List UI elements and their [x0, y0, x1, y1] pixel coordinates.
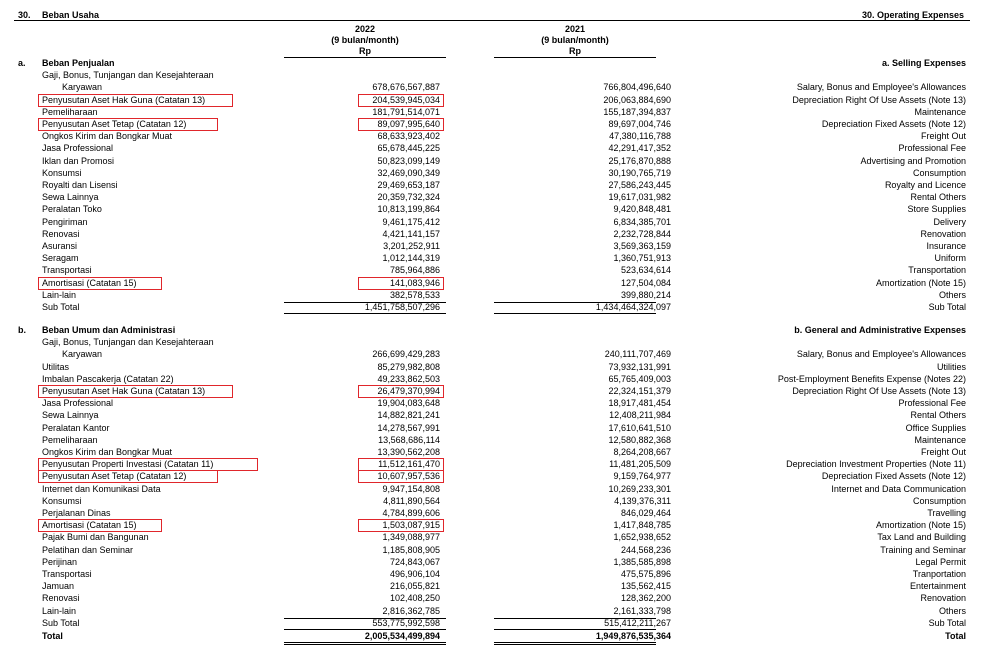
row-label-id: Jamuan [42, 581, 75, 592]
row-value-2022: 9,461,175,412 [382, 216, 440, 227]
row-label-id: Konsumsi [42, 495, 82, 506]
row-value-2022: 65,678,445,225 [377, 143, 440, 154]
total-2022: 2,005,534,499,894 [364, 631, 440, 641]
row-value-2021: 8,264,208,667 [613, 447, 671, 457]
row-value-2022: 32,469,090,349 [377, 167, 440, 178]
row-value-2021: 18,917,481,454 [608, 398, 671, 409]
highlight-box-label [38, 519, 162, 532]
row-label-en: Travelling [927, 508, 966, 518]
subtotal-2021: 515,412,211,267 [604, 617, 671, 628]
row-label-en: Delivery [933, 216, 966, 227]
row-label-id: Utilitas [42, 361, 70, 372]
row-value-2022: 29,469,653,187 [377, 180, 440, 190]
row-label-id: Penyusutan Properti Investasi (Catatan 11) [42, 459, 214, 470]
row-value-2022: 141,083,946 [389, 277, 440, 288]
highlight-box-value [358, 519, 444, 532]
row-value-2021: 6,834,385,701 [613, 216, 671, 227]
row-label-id: Penyusutan Aset Tetap (Catatan 12) [42, 471, 187, 482]
row-value-2022: 204,539,945,034 [372, 94, 440, 105]
row-value-2022: 1,349,088,977 [382, 532, 440, 543]
row-value-2022: 85,279,982,808 [377, 361, 440, 372]
row-label-en: Salary, Bonus and Employee's Allowances [796, 82, 966, 93]
row-label-en: Depreciation Right Of Use Assets (Note 13) [792, 94, 966, 105]
section-title-id: Beban Penjualan [42, 58, 115, 68]
row-label-id: Seragam [42, 253, 79, 264]
row-label-id: Pajak Bumi dan Bangunan [42, 532, 149, 543]
row-value-2021: 11,481,205,509 [609, 459, 671, 470]
row-label-en: Training and Seminar [880, 544, 966, 555]
row-value-2021: 135,562,415 [620, 581, 671, 592]
row-label-id: Internet dan Komunikasi Data [42, 483, 161, 494]
total-label-en: Total [945, 631, 966, 641]
row-value-2021: 240,111,707,469 [604, 349, 671, 360]
row-value-2021: 1,385,585,898 [613, 556, 671, 567]
row-label-en: Depreciation Investment Properties (Note 11) [786, 459, 966, 470]
row-value-2022: 1,012,144,319 [382, 253, 440, 264]
row-label-id: Amortisasi (Catatan 15) [42, 277, 137, 288]
row-value-2021: 1,652,938,652 [613, 532, 671, 543]
row-label-en: Salary, Bonus and Employee's Allowances [796, 349, 966, 360]
note-title-id: Beban Usaha [42, 10, 100, 20]
row-label-en: Rental Others [910, 410, 966, 421]
row-label-id: Lain-lain [42, 605, 77, 616]
row-label-en: Professional Fee [898, 398, 966, 409]
highlight-box-label [38, 470, 218, 483]
row-value-2021: 4,139,376,311 [614, 495, 671, 506]
highlight-box-value [358, 94, 444, 107]
col-2021-year: 2021 [564, 24, 586, 34]
col-2022-year: 2022 [354, 24, 376, 34]
row-value-2022: 26,479,370,994 [377, 386, 440, 396]
row-label-id: Imbalan Pascakerja (Catatan 22) [42, 373, 174, 384]
row-value-2021: 47,380,116,788 [609, 131, 671, 142]
row-label-id: Perijinan [42, 556, 78, 567]
row-label-id: Penyusutan Aset Hak Guna (Catatan 13) [42, 386, 206, 396]
highlight-box-label [38, 277, 162, 290]
row-value-2022: 2,816,362,785 [382, 605, 440, 616]
highlight-box-label [38, 94, 233, 107]
row-label-en: Freight Out [920, 447, 966, 457]
row-label-id: Asuransi [42, 241, 78, 251]
subtotal-rule-bottom-2021 [494, 629, 656, 630]
row-label-en: Royalty and Licence [884, 180, 966, 190]
row-label-line1: Gaji, Bonus, Tunjangan dan Kesejahteraan [42, 337, 214, 348]
subtotal-2022: 553,775,992,598 [372, 617, 440, 628]
row-label-id: Renovasi [42, 228, 80, 239]
row-label-id: Pelatihan dan Seminar [42, 544, 134, 555]
row-label-en: Maintenance [914, 106, 966, 117]
row-value-2022: 14,278,567,991 [377, 422, 440, 433]
row-label-en: Uniform [934, 253, 966, 264]
row-value-2022: 102,408,250 [389, 593, 440, 604]
col-2022-period: (9 bulan/month) [331, 35, 399, 45]
section-title-id: Beban Umum dan Administrasi [42, 325, 176, 335]
row-value-2022: 50,823,099,149 [377, 155, 440, 166]
row-label-en: Depreciation Fixed Assets (Note 12) [821, 119, 966, 129]
row-value-2022: 3,201,252,911 [383, 241, 440, 251]
row-label-id: Pemeliharaan [42, 434, 98, 445]
row-value-2022: 496,906,104 [389, 569, 440, 579]
row-value-2022: 11,512,161,470 [378, 459, 440, 470]
row-value-2021: 9,159,764,977 [613, 471, 671, 482]
row-label-en: Consumption [912, 167, 966, 178]
row-value-2021: 12,580,882,368 [608, 434, 671, 445]
row-label-en: Tranportation [912, 569, 966, 579]
row-value-2022: 89,097,995,640 [377, 119, 440, 129]
row-label-en: Post-Employment Benefits Expense (Notes 22) [777, 373, 966, 384]
highlight-box-value [358, 385, 444, 398]
row-value-2022: 678,676,567,887 [372, 82, 440, 93]
subtotal-label-en: Sub Total [928, 617, 966, 628]
subtotal-rule-bottom-2021 [494, 313, 656, 314]
subtotal-2022: 1,451,758,507,296 [364, 302, 440, 312]
row-label-id: Pemeliharaan [42, 106, 98, 117]
highlight-box-value [358, 458, 444, 471]
row-value-2022: 13,568,686,114 [378, 434, 440, 445]
highlight-box-label [38, 458, 258, 471]
row-label-id: Transportasi [42, 569, 92, 579]
row-label-id: Penyusutan Aset Hak Guna (Catatan 13) [42, 94, 206, 105]
note-number: 30. [18, 10, 31, 20]
row-value-2021: 10,269,233,301 [608, 483, 671, 494]
header-rule [14, 20, 970, 21]
row-label-en: Internet and Data Communication [831, 483, 966, 494]
row-value-2021: 846,029,464 [620, 508, 671, 518]
row-label-en: Maintenance [914, 434, 966, 445]
row-label-id: Renovasi [42, 593, 80, 604]
row-value-2022: 19,904,083,648 [377, 398, 440, 409]
row-label-id: Ongkos Kirim dan Bongkar Muat [42, 131, 173, 142]
row-value-2021: 128,362,200 [620, 593, 671, 604]
row-value-2021: 9,420,848,481 [613, 204, 671, 215]
row-label-en: Entertainment [909, 581, 966, 592]
row-label-id: Ongkos Kirim dan Bongkar Muat [42, 447, 173, 457]
row-label-en: Professional Fee [898, 143, 966, 154]
total-double-rule-a-2021 [494, 642, 656, 643]
row-label-id: Karyawan [62, 349, 103, 360]
row-label-id: Perjalanan Dinas [42, 508, 111, 518]
row-value-2021: 65,765,409,003 [608, 373, 671, 384]
row-value-2022: 266,699,429,283 [372, 349, 440, 360]
total-double-rule-b-2022 [284, 644, 446, 645]
row-value-2022: 9,947,154,808 [382, 483, 440, 494]
row-value-2021: 27,586,243,445 [608, 180, 671, 190]
row-label-id: Sewa Lainnya [42, 192, 99, 203]
row-value-2022: 1,185,808,905 [382, 544, 440, 555]
row-value-2022: 68,633,923,402 [377, 131, 440, 142]
subtotal-rule-bottom-2022 [284, 313, 446, 314]
highlight-box-value [358, 470, 444, 483]
row-label-en: Tax Land and Building [877, 532, 966, 543]
col-2021-rule [494, 57, 656, 58]
row-value-2021: 17,610,641,510 [608, 422, 671, 433]
row-label-en: Transportation [908, 265, 966, 276]
row-value-2021: 206,063,884,690 [603, 94, 671, 105]
row-label-en: Depreciation Fixed Assets (Note 12) [821, 471, 966, 482]
section-title-en: b. General and Administrative Expenses [794, 325, 966, 335]
row-value-2021: 475,575,896 [620, 569, 671, 579]
row-value-2021: 2,161,333,798 [613, 605, 671, 616]
row-value-2022: 49,233,862,503 [377, 373, 440, 384]
row-label-en: Renovation [920, 228, 966, 239]
row-value-2022: 724,843,067 [389, 556, 440, 567]
row-label-id: Penyusutan Aset Tetap (Catatan 12) [42, 119, 187, 129]
highlight-box-label [38, 385, 233, 398]
total-label: Total [42, 631, 63, 641]
highlight-box-value [358, 277, 444, 290]
row-value-2021: 22,324,151,379 [608, 386, 671, 396]
row-label-id: Royalti dan Lisensi [42, 180, 118, 190]
row-value-2022: 4,784,899,606 [382, 508, 440, 518]
row-value-2021: 155,187,394,837 [603, 106, 671, 117]
row-value-2022: 4,811,890,564 [383, 495, 440, 506]
total-2021: 1,949,876,535,364 [595, 631, 671, 641]
row-label-id: Peralatan Kantor [42, 422, 110, 433]
row-value-2022: 181,791,514,071 [372, 106, 440, 117]
row-label-en: Freight Out [920, 131, 966, 142]
row-value-2021: 25,176,870,888 [608, 155, 671, 166]
col-2022-currency: Rp [359, 46, 371, 56]
row-label-id: Lain-lain [42, 289, 77, 300]
total-double-rule-a-2022 [284, 642, 446, 643]
row-label-en: Rental Others [910, 192, 966, 203]
row-value-2021: 30,190,765,719 [608, 167, 671, 178]
row-value-2022: 14,882,821,241 [377, 410, 440, 421]
row-label-en: Renovation [920, 593, 966, 604]
row-value-2021: 42,291,417,352 [608, 143, 671, 154]
row-label-en: Others [938, 605, 966, 616]
row-value-2022: 382,578,533 [389, 289, 440, 300]
row-label-line1: Gaji, Bonus, Tunjangan dan Kesejahteraan [42, 70, 214, 81]
section-letter: b. [18, 325, 26, 335]
row-label-id: Jasa Professional [42, 143, 114, 154]
row-value-2021: 244,568,236 [620, 544, 671, 555]
subtotal-rule-bottom-2022 [284, 629, 446, 630]
row-label-en: Others [938, 289, 966, 300]
section-title-en: a. Selling Expenses [881, 58, 966, 68]
subtotal-label: Sub Total [42, 302, 80, 312]
row-value-2021: 19,617,031,982 [608, 192, 671, 203]
row-label-en: Office Supplies [905, 422, 966, 433]
row-value-2022: 216,055,821 [389, 581, 440, 592]
col-2021-currency: Rp [569, 46, 581, 56]
row-label-en: Amortization (Note 15) [875, 277, 966, 288]
subtotal-label: Sub Total [42, 617, 80, 628]
note-title-en: 30. Operating Expenses [861, 10, 964, 20]
row-label-id: Transportasi [42, 265, 92, 276]
total-double-rule-b-2021 [494, 644, 656, 645]
highlight-box-label [38, 118, 218, 131]
row-value-2022: 10,607,957,536 [377, 471, 440, 482]
row-value-2021: 399,880,214 [620, 289, 671, 300]
row-label-en: Consumption [912, 495, 966, 506]
section-letter: a. [18, 58, 26, 68]
row-value-2021: 2,232,728,844 [613, 228, 671, 239]
row-label-id: Sewa Lainnya [42, 410, 99, 421]
row-value-2022: 1,503,087,915 [382, 520, 440, 531]
row-value-2021: 127,504,084 [620, 277, 671, 288]
row-value-2021: 1,417,848,785 [613, 520, 671, 531]
row-label-id: Konsumsi [42, 167, 82, 178]
row-value-2022: 20,359,732,324 [377, 192, 440, 203]
row-label-id: Jasa Professional [42, 398, 114, 409]
row-label-en: Amortization (Note 15) [875, 520, 966, 531]
row-value-2021: 3,569,363,159 [613, 241, 671, 251]
row-value-2021: 73,932,131,991 [608, 361, 671, 372]
row-value-2021: 766,804,496,640 [603, 82, 671, 93]
row-value-2021: 523,634,614 [620, 265, 671, 276]
row-value-2021: 12,408,211,984 [609, 410, 671, 421]
col-2021-period: (9 bulan/month) [541, 35, 609, 45]
row-label-en: Utilities [936, 361, 966, 372]
row-value-2021: 1,360,751,913 [613, 253, 671, 264]
row-label-en: Insurance [926, 241, 966, 251]
row-label-id: Amortisasi (Catatan 15) [42, 520, 137, 531]
row-label-id: Karyawan [62, 82, 103, 93]
row-value-2022: 10,813,199,864 [377, 204, 440, 215]
col-2022-rule [284, 57, 446, 58]
row-label-en: Store Supplies [907, 204, 966, 215]
row-value-2022: 13,390,562,208 [377, 447, 440, 457]
highlight-box-value [358, 118, 444, 131]
row-label-id: Pengiriman [42, 216, 88, 227]
row-value-2022: 785,964,886 [389, 265, 440, 276]
row-label-id: Peralatan Toko [42, 204, 102, 215]
subtotal-2021: 1,434,464,324,097 [595, 302, 671, 312]
row-label-id: Iklan dan Promosi [42, 155, 115, 166]
row-value-2022: 4,421,141,157 [382, 228, 440, 239]
row-label-en: Legal Permit [915, 556, 966, 567]
row-label-en: Advertising and Promotion [860, 155, 966, 166]
row-value-2021: 89,697,004,746 [608, 119, 671, 129]
row-label-en: Depreciation Right Of Use Assets (Note 13) [792, 386, 966, 396]
subtotal-label-en: Sub Total [928, 302, 966, 312]
